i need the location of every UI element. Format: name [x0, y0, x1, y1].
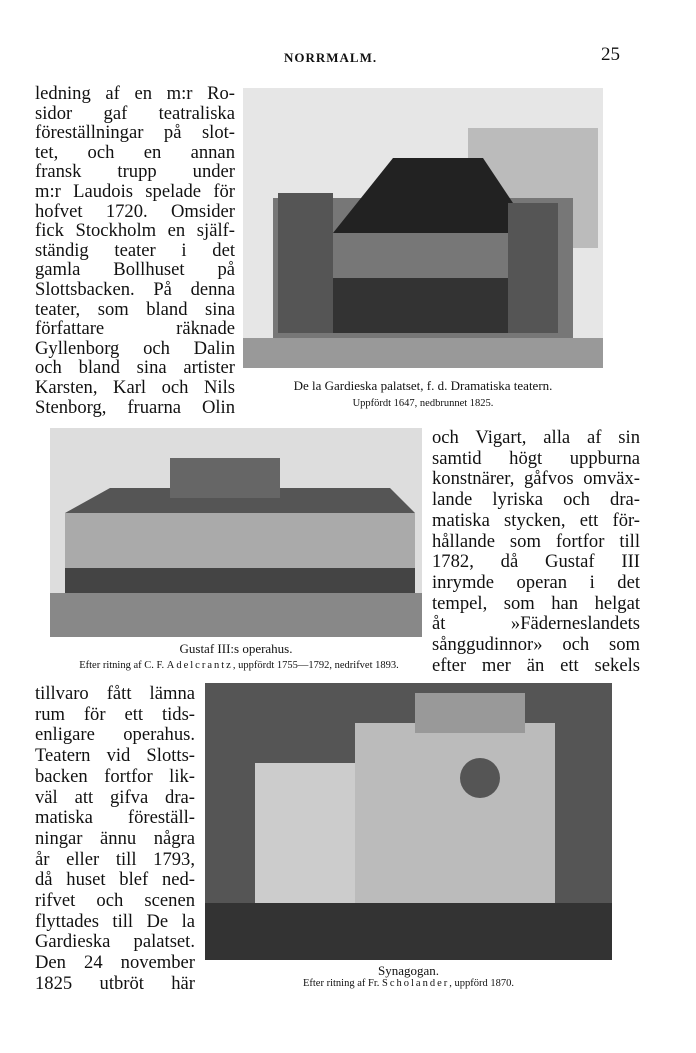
text-line: fick Stockholm en själf-: [35, 220, 235, 242]
architect-name: Scholander: [382, 978, 450, 989]
architect-name: Adelcrantz: [166, 660, 233, 671]
text-line: då huset blef ned-: [35, 869, 195, 891]
text-line: efter mer än ett sekels: [432, 654, 640, 676]
engraving-synagogan: [205, 683, 612, 960]
text-line: år eller till 1793,: [35, 848, 195, 870]
text-line: författare räknade: [35, 318, 235, 340]
text-line: gamla Bollhuset på: [35, 259, 235, 281]
figure-caption-title: Gustaf III:s operahus.: [179, 641, 293, 656]
text-line: enligare operahus.: [35, 724, 195, 746]
figure-caption-subtitle: [50, 660, 428, 671]
text-line: rum för ett tids-: [35, 703, 195, 725]
page-number: 25: [601, 44, 620, 65]
text-line: Teatern vid Slotts-: [35, 745, 195, 767]
text-line: samtid högt uppburna: [432, 447, 640, 469]
text-line: Stenborg, fruarna Olin: [35, 396, 235, 418]
text-line: tillvaro fått lämna: [35, 683, 195, 704]
text-line: konstnärer, gåfvos omväx-: [432, 468, 640, 490]
text-line: Gyllenborg och Dalin: [35, 337, 235, 359]
left-column-top-text: [35, 84, 235, 417]
right-column-text: [432, 428, 640, 676]
text-line: matiska stycken, ett för-: [432, 509, 640, 531]
text-line: backen fortfor lik-: [35, 765, 195, 787]
caption-prefix: Efter ritning af C. F.: [79, 660, 167, 671]
left-column-bottom-text: [35, 684, 195, 995]
text-line: och bland sina artister: [35, 357, 235, 379]
figure-caption-title: Synagogan.: [377, 963, 440, 978]
text-line: 1782, då Gustaf III: [432, 551, 640, 573]
text-line: sidor gaf teatraliska: [35, 102, 235, 124]
text-line: hofvet 1720. Omsider: [35, 200, 235, 222]
text-line: ningar ännu några: [35, 827, 195, 849]
text-line: tet, och en annan: [35, 141, 235, 163]
text-line: teater, som bland sina: [35, 298, 235, 320]
text-line: flyttades till De la: [35, 910, 195, 932]
text-line: väl att gifva dra-: [35, 786, 195, 808]
caption-suffix: , uppförd 1870.: [449, 978, 515, 989]
text-line: hållande som fortfor till: [432, 530, 640, 552]
text-line: Slottsbacken. På denna: [35, 278, 235, 300]
text-line: Gardieska palatset.: [35, 931, 195, 953]
text-line: ständig teater i det: [35, 239, 235, 261]
figure-caption-subtitle: [205, 978, 612, 989]
engraving-de-la-gardieska-palatset: [243, 88, 603, 368]
text-line: matiska föreställ-: [35, 807, 195, 829]
running-header: NORRMALM.: [284, 50, 378, 65]
text-line: Karsten, Karl och Nils: [35, 376, 235, 398]
text-line: föreställningar på slot-: [35, 122, 235, 144]
text-line: inrymde operan i det: [432, 571, 640, 593]
text-line: lande lyriska och dra-: [432, 489, 640, 511]
text-line: tempel, som han helgat: [432, 592, 640, 614]
figure-caption-subtitle: Uppfördt 1647, nedbrunnet 1825.: [352, 398, 494, 409]
text-line: 1825 utbröt här: [35, 972, 195, 994]
caption-suffix: , uppfördt 1755—1792, nedrifvet 1893.: [232, 660, 399, 671]
figure-caption-title: De la Gardieska palatset, f. d. Dramatiska teatern.: [293, 378, 553, 393]
engraving-gustaf-iii-operahus: [50, 428, 422, 637]
text-line: sånggudinnor» och som: [432, 634, 640, 656]
text-line: åt »Fäderneslandets: [432, 613, 640, 635]
text-line: ledning af en m:r Ro-: [35, 83, 235, 104]
caption-prefix: Efter ritning af Fr.: [302, 978, 383, 989]
text-line: fransk trupp under: [35, 161, 235, 183]
text-line: Den 24 november: [35, 952, 195, 974]
text-line: och Vigart, alla af sin: [432, 427, 640, 448]
text-line: m:r Laudois spelade för: [35, 180, 235, 202]
text-line: rifvet och scenen: [35, 890, 195, 912]
